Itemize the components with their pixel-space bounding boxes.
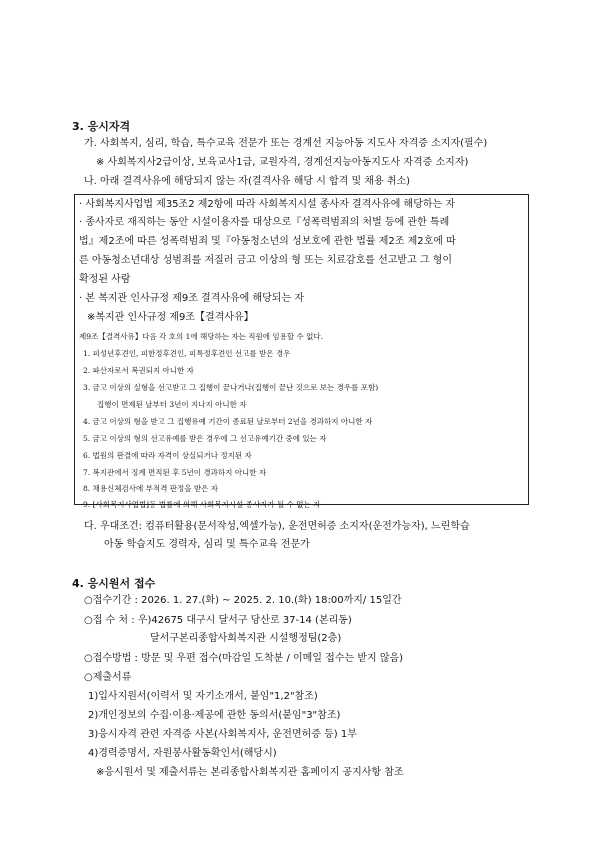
application-period: ○접수기간 : 2026. 1. 27.(화) ~ 2025. 2. 10.(화) 18:00까지/ 15일간 bbox=[84, 595, 402, 606]
rule-6: 6. 법원의 판결에 따라 자격이 상실되거나 정지된 자 bbox=[83, 451, 252, 460]
disqualification-box bbox=[74, 194, 529, 509]
rule-2: 2. 파산자로서 복권되지 아니한 자 bbox=[83, 366, 194, 375]
document-item-4: 4)경력증명서, 자원봉사활동확인서(해당시) bbox=[88, 748, 277, 759]
box-line-5: 확정된 사람 bbox=[79, 274, 131, 285]
documents-title: ○제출서류 bbox=[84, 672, 132, 683]
section-4-heading: 4. 응시원서 접수 bbox=[72, 577, 156, 590]
box-line-2: · 종사자로 재직하는 동안 시설이용자를 대상으로『성폭력범죄의 처벌 등에 관한 특례 bbox=[79, 217, 450, 228]
rule-8: 8. 채용신체검사에 부적격 판정을 받은 자 bbox=[83, 484, 218, 493]
qualification-ga: 가. 사회복지, 심리, 학습, 특수교육 전문가 또는 경계선 지능아동 지도사 자격증 소지자(필수) bbox=[84, 138, 488, 149]
rule-3-cont: 집행이 면제된 날부터 3년이 지나지 아니한 자 bbox=[97, 400, 247, 409]
rule-intro: 제9조【결격사유】다음 각 호의 1에 해당하는 자는 직원에 임용할 수 없다. bbox=[79, 332, 323, 341]
qualification-note: ※ 사회복지사2급이상, 보육교사1급, 교원자격, 경계선지능아동지도사 자격증 소지자) bbox=[96, 157, 469, 168]
rule-9: 9. [사회복지사업법]등 법률에 의해 사회복지시설 종사자가 될 수 없는 자 bbox=[83, 500, 321, 509]
document-item-1: 1)입사지원서(이력서 및 자기소개서, 붙임"1,2"참조) bbox=[88, 691, 318, 702]
homepage-footnote: ※응시원서 및 제출서류는 본리종합사회복지관 홈페이지 공지사항 참조 bbox=[96, 767, 404, 778]
rule-7: 7. 복지관에서 징계 면직된 후 5년이 경과하지 아니한 자 bbox=[83, 468, 267, 477]
box-line-3: 법』제2조에 따른 성폭력범죄 및『아동청소년의 성보호에 관한 법률 제2조 제2호에 따 bbox=[79, 236, 456, 247]
rule-3: 3. 금고 이상의 실형을 선고받고 그 집행이 끝나거나(집행이 끝난 것으로 보는 경우를 포함) bbox=[83, 383, 379, 392]
preference-da-1: 다. 우대조건: 컴퓨터활용(문서작성,엑셀가능), 운전면허증 소지자(운전가능자), 느린학습 bbox=[84, 521, 470, 532]
application-method: ○접수방법 : 방문 및 우편 접수(마감일 도착분 / 이메일 접수는 받지 않음) bbox=[84, 653, 404, 664]
application-place-2: 달서구본리종합사회복지관 시설행정팀(2층) bbox=[150, 633, 342, 644]
rule-4: 4. 금고 이상의 형을 받고 그 집행유예 기간이 종료된 날로부터 2년을 경과하지 아니한 자 bbox=[83, 417, 373, 426]
preference-da-2: 아동 학습지도 경력자, 심리 및 특수교육 전문가 bbox=[104, 539, 310, 550]
qualification-na: 나. 아래 결격사유에 해당되지 않는 자(결격사유 해당 시 합격 및 채용 취소) bbox=[84, 176, 411, 187]
box-line-4: 른 아동청소년대상 성범죄를 저질러 금고 이상의 형 또는 치료감호를 선고받고 그 형이 bbox=[79, 255, 453, 266]
document-item-3: 3)응시자격 관련 자격증 사본(사회복지사, 운전면허증 등) 1부 bbox=[88, 729, 357, 740]
application-place: ○접 수 처 : 우)42675 대구시 달서구 당산로 37-14 (본리동) bbox=[84, 615, 352, 626]
box-line-6: · 본 복지관 인사규정 제9조 결격사유에 해당되는 자 bbox=[79, 293, 304, 304]
rule-5: 5. 금고 이상의 형의 선고유예를 받은 경우에 그 선고유예기간 중에 있는 자 bbox=[83, 434, 327, 443]
box-line-7: ※복지관 인사규정 제9조【결격사유】 bbox=[87, 312, 254, 323]
box-line-1: · 사회복지사업법 제35조2 제2항에 따라 사회복지시설 종사자 결격사유에 해당하는 자 bbox=[79, 199, 456, 210]
section-3-heading: 3. 응시자격 bbox=[72, 120, 131, 133]
document-item-2: 2)개인정보의 수집·이용·제공에 관한 동의서(붙임"3"참조) bbox=[88, 710, 341, 721]
rule-1: 1. 피성년후견인, 피한정후견인, 피특정후견인 선고를 받은 경우 bbox=[83, 349, 291, 358]
